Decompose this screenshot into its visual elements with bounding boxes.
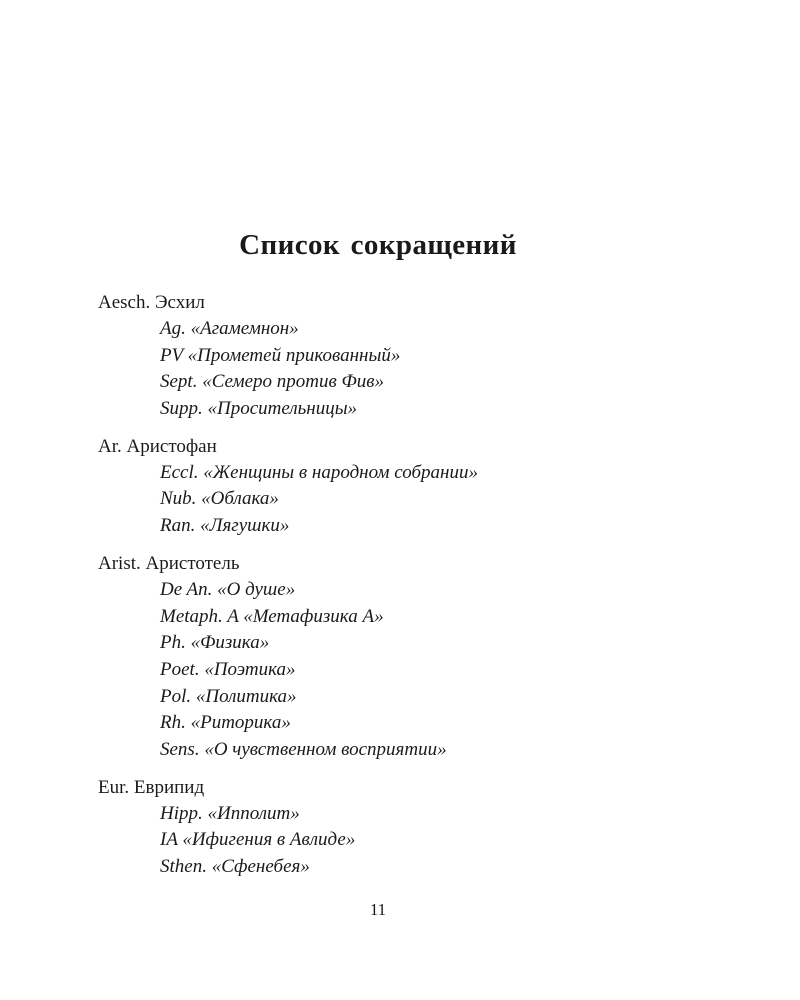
- work-entry: Sens. «О чувственном восприятии»: [160, 738, 447, 760]
- author-group-aeschylus: [98, 290, 738, 423]
- work-entry: Eccl. «Женщины в народном собрании»: [160, 461, 478, 483]
- work-entry: Sept. «Семеро против Фив»: [160, 371, 385, 393]
- work-entry: Ag. «Агамемнон»: [160, 318, 299, 339]
- work-entry: Nub. «Облака»: [160, 488, 279, 510]
- work-entry: De An. «О душе»: [160, 578, 296, 600]
- page-number: 11: [369, 900, 387, 919]
- work-entry: Pol. «Политика»: [160, 685, 297, 707]
- author-group-euripides: [98, 775, 738, 881]
- work-entry: Poet. «Поэтика»: [160, 658, 296, 680]
- work-entry: Rh. «Риторика»: [160, 712, 291, 734]
- abbreviation-list: [98, 290, 738, 892]
- work-entry: Hipp. «Ипполит»: [160, 802, 300, 824]
- work-entry: Ph. «Физика»: [160, 632, 270, 654]
- work-entry: Sthen. «Сфенебея»: [160, 856, 310, 877]
- author-entry: Aesch. Эсхил: [98, 292, 205, 313]
- author-group-aristophanes: [98, 434, 738, 540]
- author-entry: Eur. Еврипид: [98, 776, 205, 798]
- work-entry: PV «Прометей прикованный»: [160, 344, 401, 366]
- page-title: Список сокращений: [239, 229, 517, 261]
- author-group-aristotle: [98, 551, 738, 764]
- work-entry: Metaph. A «Метафизика A»: [160, 605, 384, 627]
- author-entry: Ar. Аристофан: [98, 435, 217, 457]
- work-entry: Supp. «Просительницы»: [160, 398, 358, 420]
- work-entry: IA «Ифигения в Авлиде»: [160, 829, 356, 851]
- author-entry: Arist. Аристотель: [98, 552, 240, 574]
- work-entry: Ran. «Лягушки»: [160, 515, 290, 537]
